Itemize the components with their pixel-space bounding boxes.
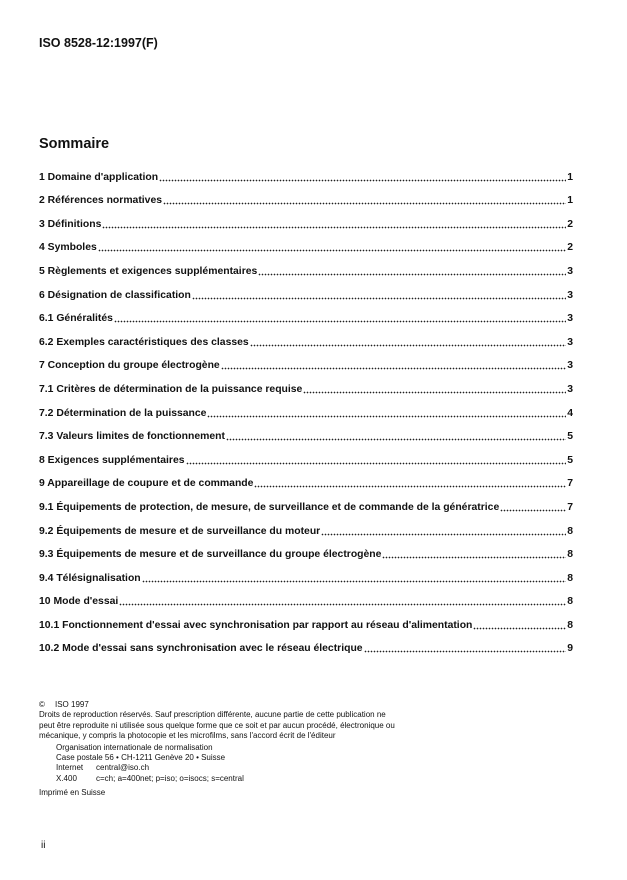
toc-entry-page: 5 bbox=[567, 454, 573, 466]
toc-entry-title: 10 Mode d'essai bbox=[39, 596, 119, 608]
toc-entry bbox=[39, 349, 573, 373]
toc-entry bbox=[39, 231, 573, 255]
toc-dot-leader bbox=[500, 509, 566, 512]
org-name: Organisation internationale de normalisation bbox=[56, 742, 213, 752]
toc-entry-page: 3 bbox=[567, 383, 573, 395]
toc-entry-page: 7 bbox=[567, 478, 573, 490]
toc-entry bbox=[39, 443, 573, 467]
toc-entry-page: 8 bbox=[567, 619, 573, 631]
toc-entry bbox=[39, 184, 573, 208]
toc-entry-title: 7.2 Détermination de la puissance bbox=[39, 407, 207, 419]
document-header: ISO 8528-12:1997(F) bbox=[39, 36, 158, 50]
toc-entry bbox=[39, 396, 573, 420]
toc-entry-title: 10.2 Mode d'essai sans synchronisation avec le réseau électrique bbox=[39, 643, 363, 655]
toc-dot-leader bbox=[142, 580, 566, 583]
toc-dot-leader bbox=[221, 367, 566, 370]
toc-entry-page: 1 bbox=[567, 195, 573, 207]
organization-info bbox=[56, 743, 399, 785]
table-of-contents bbox=[39, 160, 573, 655]
printed-in: Imprimé en Suisse bbox=[39, 788, 106, 798]
toc-title: Sommaire bbox=[39, 136, 110, 152]
toc-dot-leader bbox=[303, 391, 566, 394]
toc-entry-title: 9.1 Équipements de protection, de mesure, de surveillance et de commande de la génératrice bbox=[39, 501, 500, 513]
toc-entry-title: 10.1 Fonctionnement d'essai avec synchronisation par rapport au réseau d'alimentation bbox=[39, 619, 473, 631]
toc-entry-title: 9 Appareillage de coupure et de commande bbox=[39, 478, 254, 490]
toc-entry bbox=[39, 420, 573, 444]
copyright-line bbox=[39, 700, 399, 710]
toc-entry-title: 6.1 Généralités bbox=[39, 313, 113, 325]
toc-entry-title: 9.3 Équipements de mesure et de surveillance du groupe électrogène bbox=[39, 549, 382, 561]
internet-row bbox=[56, 763, 399, 773]
toc-dot-leader bbox=[258, 273, 566, 276]
toc-dot-leader bbox=[250, 344, 566, 347]
toc-entry bbox=[39, 325, 573, 349]
toc-entry-page: 3 bbox=[567, 265, 573, 277]
toc-entry-title: 9.4 Télésignalisation bbox=[39, 572, 141, 584]
internet-label: Internet bbox=[56, 763, 84, 773]
toc-entry bbox=[39, 632, 573, 656]
toc-entry bbox=[39, 514, 573, 538]
toc-entry bbox=[39, 278, 573, 302]
toc-dot-leader bbox=[364, 650, 566, 653]
toc-entry-page: 2 bbox=[567, 242, 573, 254]
toc-entry bbox=[39, 372, 573, 396]
toc-entry-page: 3 bbox=[567, 360, 573, 372]
toc-entry-page: 5 bbox=[567, 431, 573, 443]
toc-entry bbox=[39, 490, 573, 514]
internet-value: central@iso.ch bbox=[96, 763, 150, 773]
toc-dot-leader bbox=[163, 202, 566, 205]
toc-entry bbox=[39, 467, 573, 491]
toc-dot-leader bbox=[382, 556, 566, 559]
toc-entry-page: 8 bbox=[567, 549, 573, 561]
toc-entry-title: 1 Domaine d'application bbox=[39, 171, 159, 183]
toc-dot-leader bbox=[102, 226, 566, 229]
x400-row bbox=[56, 774, 399, 784]
x400-label: X.400 bbox=[56, 773, 77, 783]
toc-dot-leader bbox=[321, 533, 566, 536]
toc-entry-page: 8 bbox=[567, 596, 573, 608]
toc-entry-page: 3 bbox=[567, 313, 573, 325]
toc-dot-leader bbox=[159, 179, 566, 182]
toc-entry-title: 6 Désignation de classification bbox=[39, 289, 191, 301]
toc-entry-page: 3 bbox=[567, 336, 573, 348]
toc-entry-page: 9 bbox=[567, 643, 573, 655]
toc-entry bbox=[39, 561, 573, 585]
toc-entry-title: 7 Conception du groupe électrogène bbox=[39, 360, 220, 372]
copyright-year: ISO 1997 bbox=[55, 700, 89, 709]
toc-dot-leader bbox=[207, 415, 566, 418]
toc-dot-leader bbox=[114, 320, 566, 323]
toc-entry-page: 7 bbox=[567, 501, 573, 513]
toc-dot-leader bbox=[98, 249, 566, 252]
toc-dot-leader bbox=[473, 627, 566, 630]
toc-entry-title: 7.1 Critères de détermination de la puissance requise bbox=[39, 383, 303, 395]
toc-entry-title: 5 Règlements et exigences supplémentaires bbox=[39, 265, 258, 277]
toc-entry-page: 8 bbox=[567, 525, 573, 537]
toc-entry-title: 8 Exigences supplémentaires bbox=[39, 454, 185, 466]
toc-entry-title: 3 Définitions bbox=[39, 218, 102, 230]
toc-entry-page: 8 bbox=[567, 572, 573, 584]
rights-text: Droits de reproduction réservés. Sauf prescription différente, aucune partie de cette publication ne peut être reproduite ni utilisée sous quelque forme que ce soit et par aucun procédé, électronique ou mécanique, y compris la photocopie et les microfilms, sans l'accord écrit de l'éditeur bbox=[39, 710, 395, 741]
copyright-symbol: © bbox=[39, 700, 45, 709]
toc-entry bbox=[39, 160, 573, 184]
copyright-block bbox=[39, 700, 399, 799]
toc-entry-page: 3 bbox=[567, 289, 573, 301]
toc-dot-leader bbox=[186, 462, 566, 465]
toc-dot-leader bbox=[226, 438, 566, 441]
toc-entry bbox=[39, 254, 573, 278]
org-address: Case postale 56 • CH-1211 Genève 20 • Suisse bbox=[56, 753, 226, 763]
toc-entry-title: 9.2 Équipements de mesure et de surveillance du moteur bbox=[39, 525, 321, 537]
toc-dot-leader bbox=[254, 485, 566, 488]
toc-entry bbox=[39, 608, 573, 632]
toc-entry bbox=[39, 538, 573, 562]
toc-entry bbox=[39, 585, 573, 609]
toc-entry-page: 4 bbox=[567, 407, 573, 419]
toc-dot-leader bbox=[192, 297, 566, 300]
toc-entry-title: 2 Références normatives bbox=[39, 195, 163, 207]
x400-value: c=ch; a=400net; p=iso; o=isocs; s=central bbox=[96, 773, 244, 783]
toc-entry bbox=[39, 207, 573, 231]
toc-entry-page: 2 bbox=[567, 218, 573, 230]
page-number: ii bbox=[41, 840, 46, 851]
toc-entry-title: 7.3 Valeurs limites de fonctionnement bbox=[39, 431, 225, 443]
toc-entry bbox=[39, 302, 573, 326]
toc-entry-title: 6.2 Exemples caractéristiques des classes bbox=[39, 336, 249, 348]
toc-dot-leader bbox=[119, 603, 566, 606]
toc-entry-page: 1 bbox=[567, 171, 573, 183]
toc-entry-title: 4 Symboles bbox=[39, 242, 97, 254]
